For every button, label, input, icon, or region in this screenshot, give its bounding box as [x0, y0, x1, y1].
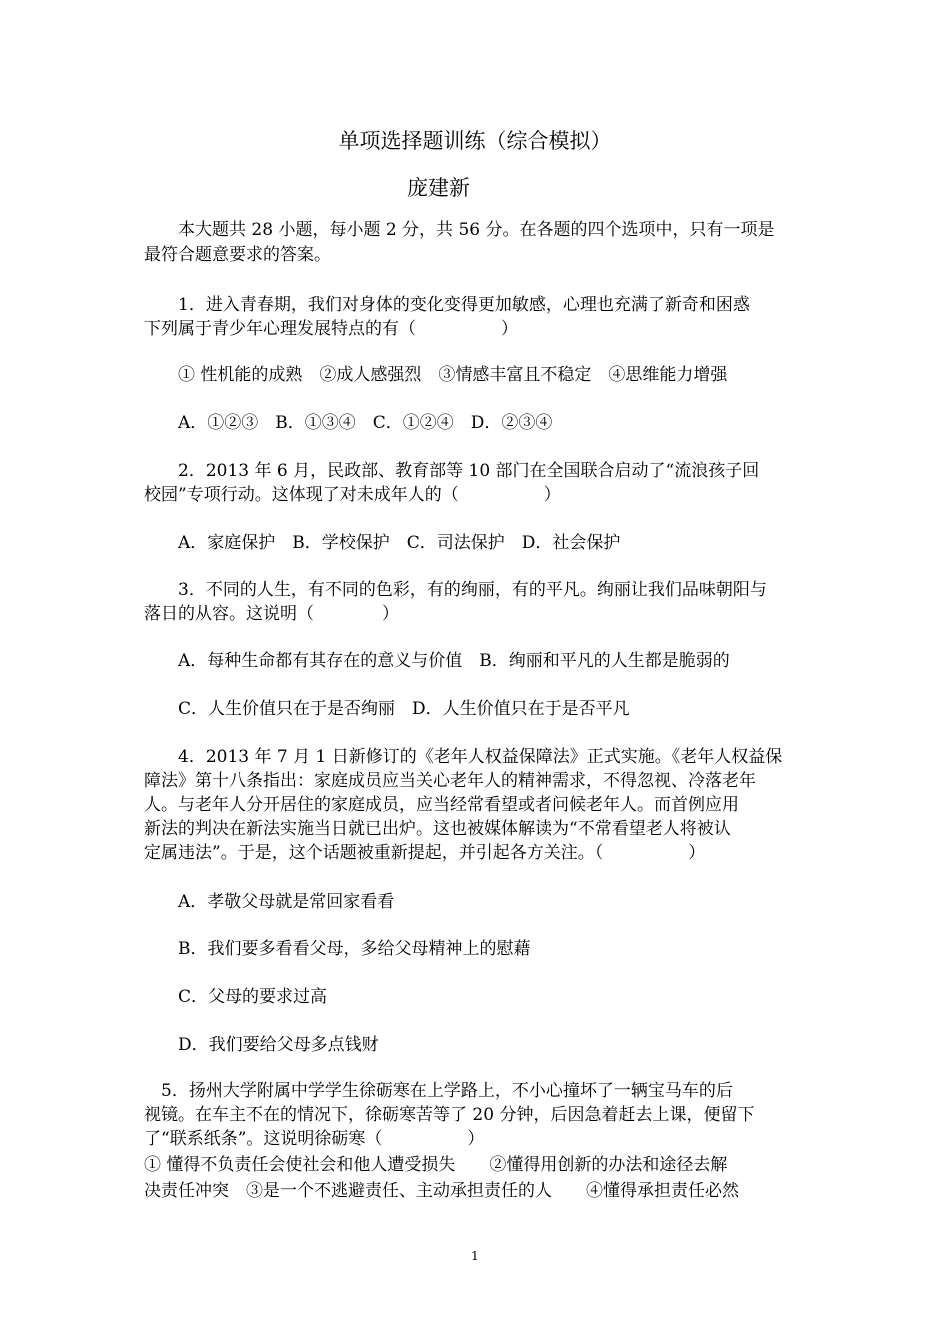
q4-option-c: C．父母的要求过高: [144, 987, 328, 1007]
q4-stem-line-5: 定属违法”。于是，这个话题被重新提起，并引起各方关注。（ ）: [144, 843, 706, 863]
q2-options: A．家庭保护 B．学校保护 C．司法保护 D．社会保护: [144, 533, 621, 553]
q5-statements-line-2: 决责任冲突 ③是一个不逃避责任、主动承担责任的人 ④懂得承担责任必然: [144, 1181, 739, 1201]
q3-stem-line-1: 3．不同的人生，有不同的色彩，有的绚丽，有的平凡。绚丽让我们品味朝阳与: [144, 580, 767, 600]
q2-stem-line-1: 2．2013 年 6 月，民政部、教育部等 10 部门在全国联合启动了“流浪孩子回: [144, 461, 760, 481]
q5-stem-line-3: 了“联系纸条”。这说明徐砺寒（ ）: [144, 1129, 485, 1149]
q4-stem-line-2: 障法》第十八条指出：家庭成员应当关心老年人的精神需求，不得忽视、冷落老年: [144, 771, 756, 791]
q5-statements-line-1: ① 懂得不负责任会使社会和他人遭受损失 ②懂得用创新的办法和途径去解: [144, 1155, 728, 1175]
page-number: 1: [471, 1249, 479, 1263]
q1-stem-line-2: 下列属于青少年心理发展特点的有（ ）: [144, 319, 518, 339]
q1-statements: ① 性机能的成熟 ②成人感强烈 ③情感丰富且不稳定 ④思维能力增强: [144, 365, 728, 385]
q4-option-b: B．我们要多看看父母，多给父母精神上的慰藉: [144, 939, 531, 959]
q4-stem-line-4: 新法的判决在新法实施当日就已出炉。这也被媒体解读为“不常看望老人将被认: [144, 819, 731, 839]
document-author: 庞建新: [407, 176, 470, 200]
q2-stem-line-2: 校园”专项行动。这体现了对未成年人的（ ）: [144, 485, 561, 505]
q1-options: A．①②③ B．①③④ C．①②④ D．②③④: [144, 413, 553, 433]
document-title: 单项选择题训练（综合模拟）: [338, 129, 612, 153]
q4-stem-line-3: 人。与老年人分开居住的家庭成员，应当经常看望或者问候老年人。而首例应用: [144, 795, 739, 815]
q1-stem-line-1: 1．进入青春期，我们对身体的变化变得更加敏感，心理也充满了新奇和困惑: [144, 295, 750, 315]
q5-stem-line-2: 视镜。在车主不在的情况下，徐砺寒苦等了 20 分钟，后因急着赶去上课，便留下: [144, 1105, 755, 1125]
q3-stem-line-2: 落日的从容。这说明（ ）: [144, 604, 399, 624]
intro-line-1: 本大题共 28 小题，每小题 2 分，共 56 分。在各题的四个选项中，只有一项是: [144, 220, 775, 240]
q4-option-d: D．我们要给父母多点钱财: [144, 1035, 379, 1055]
q4-stem-line-1: 4．2013 年 7 月 1 日新修订的《老年人权益保障法》正式实施。《老年人权益保: [144, 747, 783, 767]
q5-stem-line-1: 5．扬州大学附属中学学生徐砺寒在上学路上，不小心撞坏了一辆宝马车的后: [144, 1081, 733, 1101]
q4-option-a: A．孝敬父母就是常回家看看: [144, 892, 395, 912]
intro-line-2: 最符合题意要求的答案。: [144, 245, 331, 265]
q3-options-ab: A．每种生命都有其存在的意义与价值 B．绚丽和平凡的人生都是脆弱的: [144, 651, 730, 671]
q3-options-cd: C．人生价值只在于是否绚丽 D．人生价值只在于是否平凡: [144, 699, 630, 719]
